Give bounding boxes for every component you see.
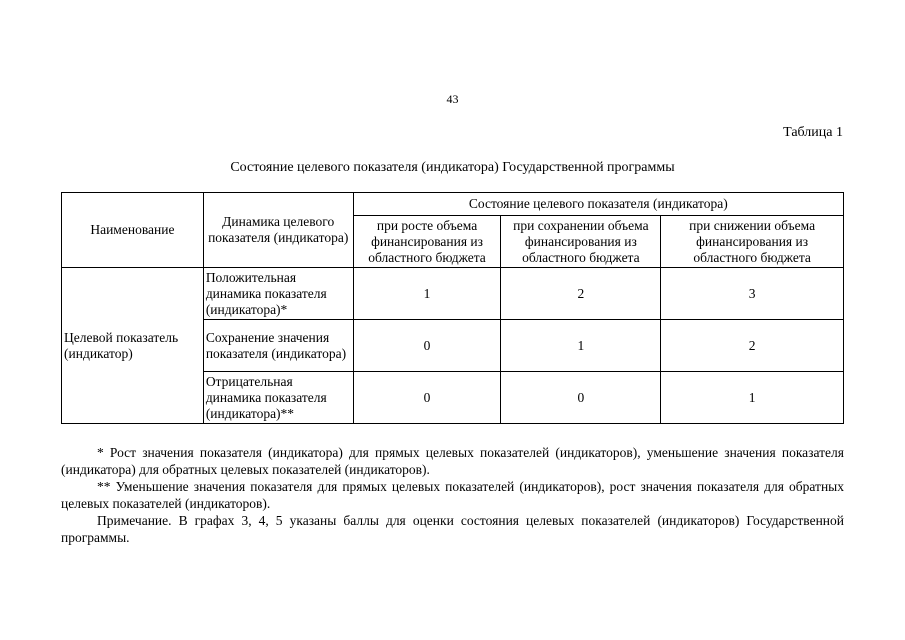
cell-value: 0 [353, 372, 501, 424]
header-name: Наименование [62, 193, 204, 268]
header-keep: при сохранении объема финансирования из областного бюджета [501, 216, 661, 268]
cell-value: 0 [353, 320, 501, 372]
row-dynamics: Отрицательная динамика показателя (индикатора)** [203, 372, 353, 424]
row-dynamics: Сохранение значения показателя (индикатора) [203, 320, 353, 372]
cell-value: 1 [353, 268, 501, 320]
row-name: Целевой показатель (индикатор) [62, 268, 204, 424]
header-dynamics: Динамика целевого показателя (индикатора) [203, 193, 353, 268]
page-number: 43 [446, 92, 459, 106]
cell-value: 0 [501, 372, 661, 424]
table-header-row-1 [62, 193, 844, 216]
cell-value: 1 [661, 372, 844, 424]
header-increase: при росте объема финансирования из областного бюджета [353, 216, 501, 268]
cell-value: 2 [501, 268, 661, 320]
header-decrease: при снижении объема финансирования из областного бюджета [661, 216, 844, 268]
document-title: Состояние целевого показателя (индикатора) Государственной программы [230, 160, 675, 175]
footnote-single-asterisk: * Рост значения показателя (индикатора) для прямых целевых показателей (индикаторов), уменьшение значения показателя (индикатора) для обратных целевых показателей (индикаторов). [61, 445, 844, 477]
indicator-state-table [61, 192, 844, 424]
table-label: Таблица 1 [783, 125, 843, 140]
cell-value: 3 [661, 268, 844, 320]
footnote-double-asterisk: ** Уменьшение значения показателя для прямых целевых показателей (индикаторов), рост значения показателя для обратных целевых показателей (индикаторов). [61, 479, 844, 511]
header-state-group: Состояние целевого показателя (индикатора) [353, 193, 843, 216]
row-dynamics: Положительная динамика показателя (индикатора)* [203, 268, 353, 320]
table-row [62, 268, 844, 320]
cell-value: 2 [661, 320, 844, 372]
note-paragraph: Примечание. В графах 3, 4, 5 указаны баллы для оценки состояния целевых показателей (индикаторов) Государственной программы. [61, 513, 844, 545]
cell-value: 1 [501, 320, 661, 372]
notes [61, 444, 844, 546]
